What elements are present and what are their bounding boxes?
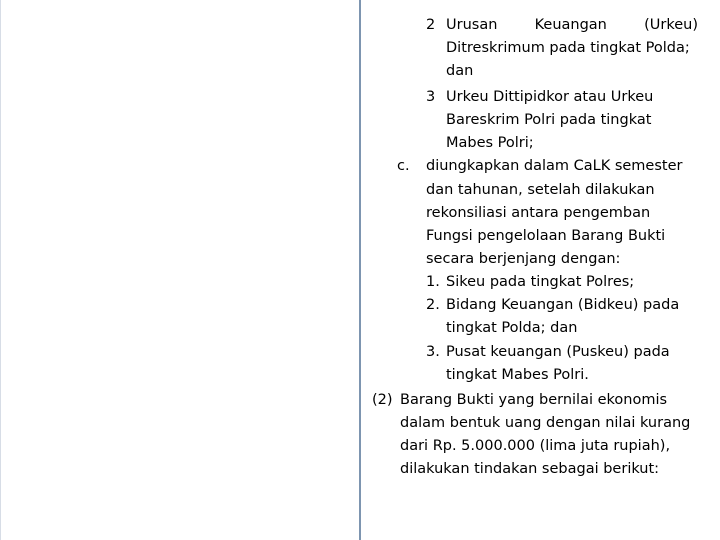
para2-line4: dilakukan tindakan sebagai berikut: [400,461,660,477]
sub2-line1: Bidang Keuangan (Bidkeu) pada [446,297,680,313]
item3-line3: Mabes Polri; [446,135,534,151]
para2-marker: (2) [372,392,393,408]
item2-line3: dan [446,63,474,79]
para2-line3: dari Rp. 5.000.000 (lima juta rupiah), [400,438,671,454]
sub3-line2: tingkat Mabes Polri. [446,367,589,383]
item-c-line3: rekonsiliasi antara pengemban [426,205,651,221]
item-c-line4: Fungsi pengelolaan Barang Bukti [426,228,666,244]
item2-word1: Urusan [446,17,498,33]
sub3-line1: Pusat keuangan (Puskeu) pada [446,344,670,360]
item-c-line1: diungkapkan dalam CaLK semester [426,158,683,174]
item3-line2: Bareskrim Polri pada tingkat [446,112,652,128]
item2-line2: Ditreskrimum pada tingkat Polda; [446,40,690,56]
item-c-line5: secara berjenjang dengan: [426,251,621,267]
item2-word3: (Urkeu) [644,17,698,33]
item-c-marker: c. [397,158,410,174]
sub2-line2: tingkat Polda; dan [446,320,578,336]
item3-marker: 3 [426,89,436,105]
item2-line1 [446,15,698,37]
column-divider [359,0,361,540]
left-edge-rule [0,0,1,540]
item2-marker: 2 [426,17,436,33]
para2-line1: Barang Bukti yang bernilai ekonomis [400,392,668,408]
para2-line2: dalam bentuk uang dengan nilai kurang [400,415,691,431]
item2-word2: Keuangan [534,17,607,33]
item-c-line2: dan tahunan, setelah dilakukan [426,182,655,198]
sub2-marker: 2. [426,297,440,313]
item3-line1: Urkeu Dittipidkor atau Urkeu [446,89,654,105]
sub3-marker: 3. [426,344,440,360]
sub1-line1: Sikeu pada tingkat Polres; [446,274,635,290]
sub1-marker: 1. [426,274,440,290]
